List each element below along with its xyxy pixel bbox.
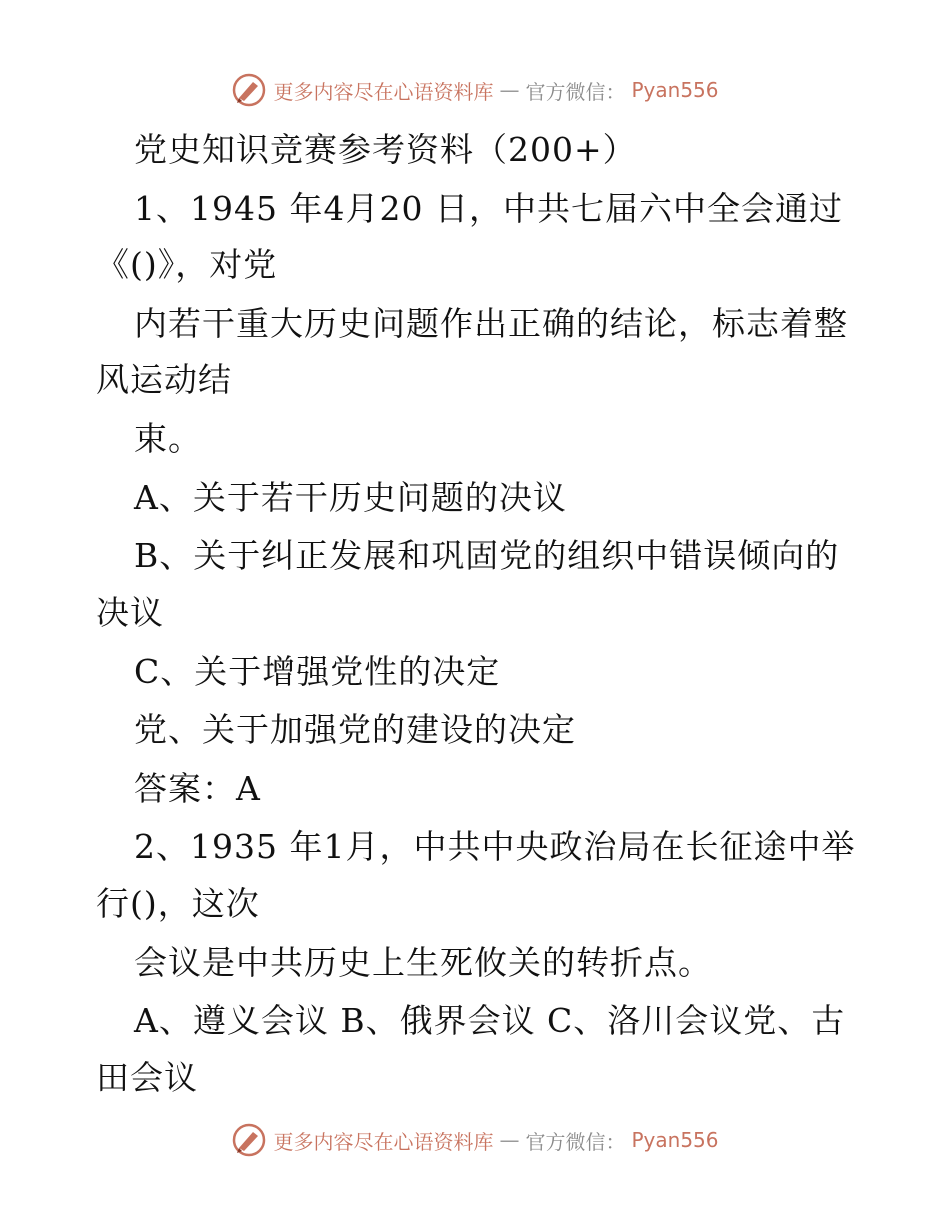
footer-watermark bbox=[0, 1120, 950, 1160]
watermark-wechat-id: Pyan556 bbox=[631, 78, 719, 102]
header-watermark bbox=[0, 70, 950, 110]
watermark-dash: — bbox=[499, 1128, 520, 1152]
watermark-text: 更多内容尽在心语资料库 bbox=[273, 79, 494, 104]
watermark-wechat-label: 官方微信： bbox=[525, 79, 626, 104]
watermark-wechat-label: 官方微信： bbox=[525, 1129, 626, 1154]
question-2-line: 行()，这次 bbox=[96, 884, 260, 923]
pen-logo-icon bbox=[231, 1122, 267, 1158]
question-1-line: 内若干重大历史问题作出正确的结论，标志着整 bbox=[134, 304, 848, 343]
question-2-options-continued: 田会议 bbox=[96, 1058, 198, 1097]
question-1-line: 风运动结 bbox=[96, 360, 232, 399]
question-2-options: A、遵义会议 B、俄界会议 C、洛川会议党、古 bbox=[134, 1001, 846, 1040]
option-b: B、关于纠正发展和巩固党的组织中错误倾向的 bbox=[134, 536, 840, 575]
pen-logo-icon bbox=[231, 72, 267, 108]
watermark-dash: — bbox=[499, 78, 520, 102]
question-2-line: 会议是中共历史上生死攸关的转折点。 bbox=[134, 943, 712, 982]
option-c: C、关于增强党性的决定 bbox=[134, 652, 501, 691]
question-1-line: 《()》，对党 bbox=[96, 245, 278, 284]
option-d: 党、关于加强党的建设的决定 bbox=[134, 710, 576, 749]
watermark-text: 更多内容尽在心语资料库 bbox=[273, 1129, 494, 1154]
option-a: A、关于若干历史问题的决议 bbox=[134, 478, 567, 517]
document-title: 党史知识竞赛参考资料（200+） bbox=[134, 130, 637, 169]
question-2-line: 2、1935 年1月，中共中央政治局在长征途中举 bbox=[134, 827, 856, 866]
question-1-line: 1、1945 年4月20 日，中共七届六中全会通过 bbox=[134, 189, 843, 228]
watermark-wechat-id: Pyan556 bbox=[631, 1128, 719, 1152]
question-1-line: 束。 bbox=[134, 419, 202, 458]
answer-1: 答案：A bbox=[134, 769, 261, 808]
option-b-continued: 决议 bbox=[96, 593, 164, 632]
